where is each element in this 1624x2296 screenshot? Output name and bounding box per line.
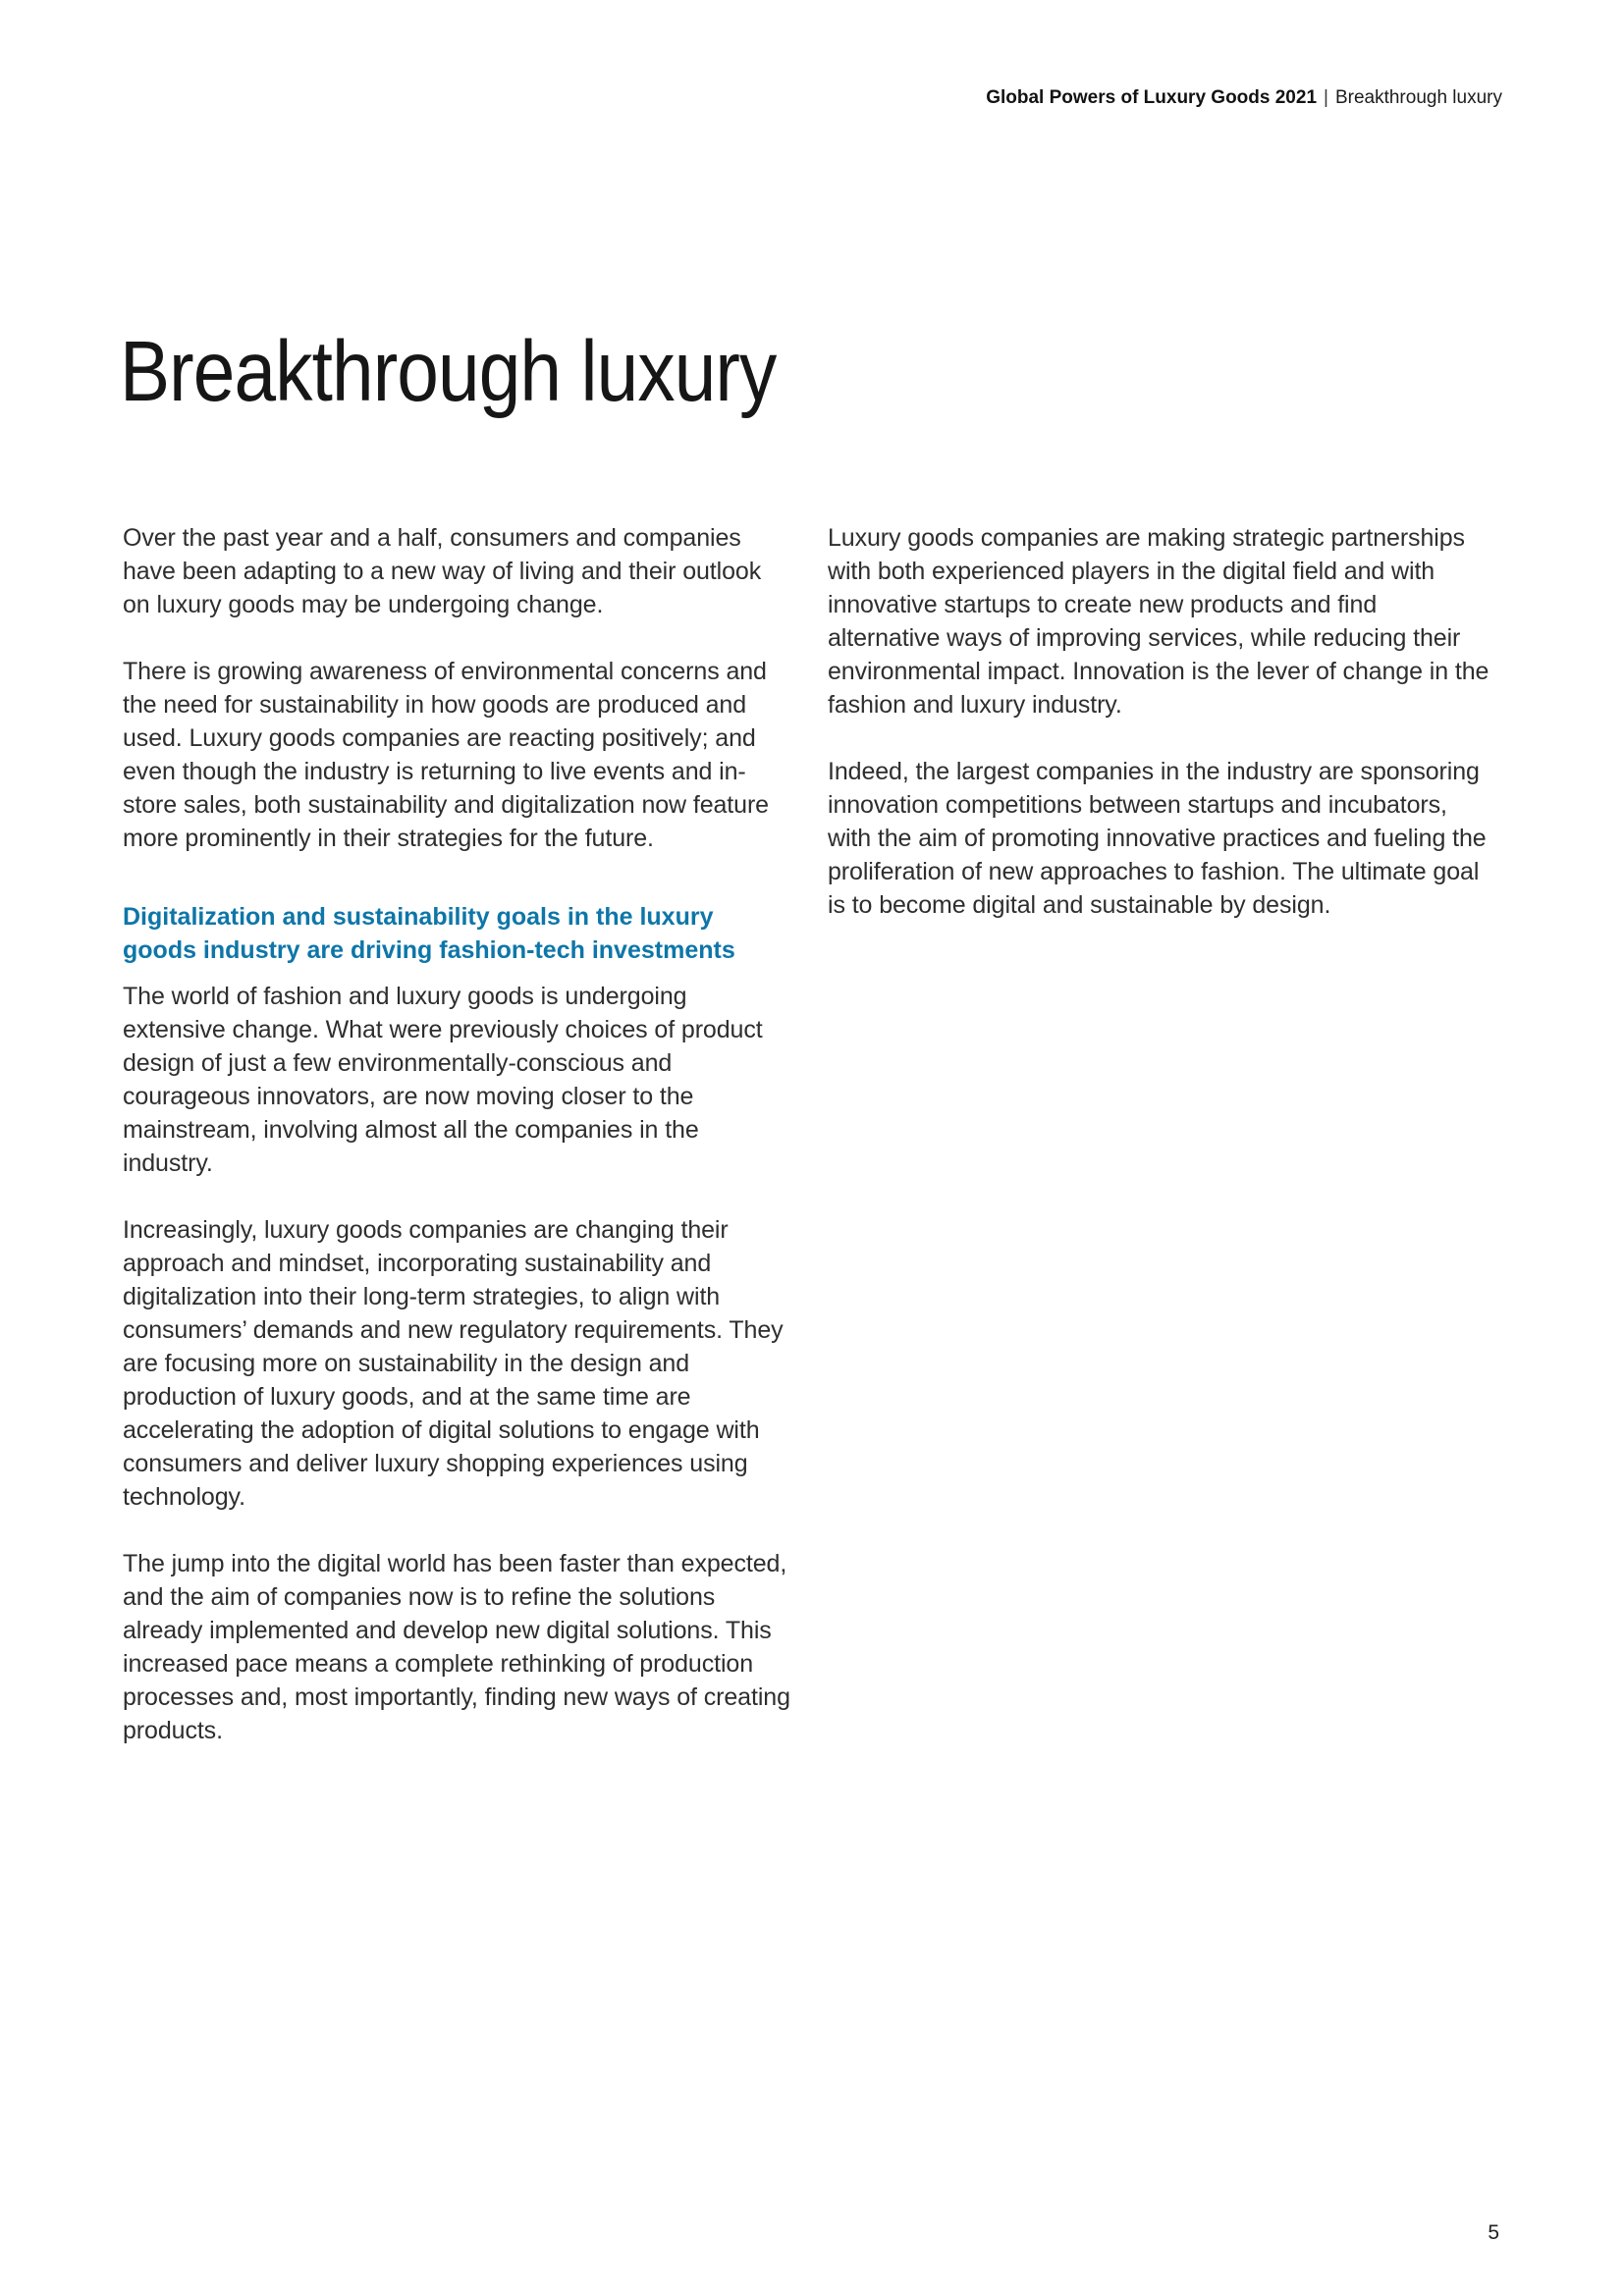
page-title: Breakthrough luxury xyxy=(120,324,777,419)
paragraph: Increasingly, luxury goods companies are changing their approach and mindset, incorporating sustainability and digitalization into their long-term strategies, to align with consumers’ demands and new regulatory requirements. They are focusing more on sustainability in the design and production of luxury goods, and at the same time are accelerating the adoption of digital solutions to engage with consumers and deliver luxury shopping experiences using technology. xyxy=(123,1216,784,1511)
paragraph: The jump into the digital world has been faster than expected, and the aim of companies now is to refine the solutions already implemented and develop new digital solutions. This increased pace means a complete rethinking of production processes and, most importantly, finding new ways of creating products. xyxy=(123,1550,790,1744)
content-columns xyxy=(123,521,1495,1781)
report-title: Global Powers of Luxury Goods 2021 xyxy=(986,87,1318,108)
page-number: 5 xyxy=(1488,2221,1499,2244)
left-column xyxy=(123,521,790,1781)
page-header xyxy=(986,86,1502,110)
right-column xyxy=(828,521,1495,1781)
header-chapter-title: Breakthrough luxury xyxy=(1334,87,1502,108)
paragraph: Luxury goods companies are making strategic partnerships with both experienced players in the digital field and with innovative startups to create new products and find alternative ways of improving services, while reducing their environmental impact. Innovation is the lever of change in the fashion and luxury industry. xyxy=(828,524,1489,719)
header-separator: | xyxy=(1324,87,1328,108)
paragraph: Indeed, the largest companies in the industry are sponsoring innovation competitions between startups and incubators, with the aim of promoting innovative practices and fueling the proliferation of new approaches to fashion. The ultimate goal is to become digital and sustainable by design. xyxy=(828,758,1487,919)
paragraph: The world of fashion and luxury goods is undergoing extensive change. What were previously choices of product design of just a few environmentally-conscious and courageous innovators, are now moving closer to the mainstream, involving almost all the companies in the industry. xyxy=(123,983,763,1177)
paragraph: There is growing awareness of environmental concerns and the need for sustainability in how goods are produced and used. Luxury goods companies are reacting positively; and even though the industry is returning to live events and in-store sales, both sustainability and digitalization now feature more prominently in their strategies for the future. xyxy=(123,658,769,852)
section-subheading: Digitalization and sustainability goals in the luxury goods industry are driving fashion-tech investments xyxy=(123,903,735,964)
paragraph: Over the past year and a half, consumers and companies have been adapting to a new way of living and their outlook on luxury goods may be undergoing change. xyxy=(123,524,762,618)
